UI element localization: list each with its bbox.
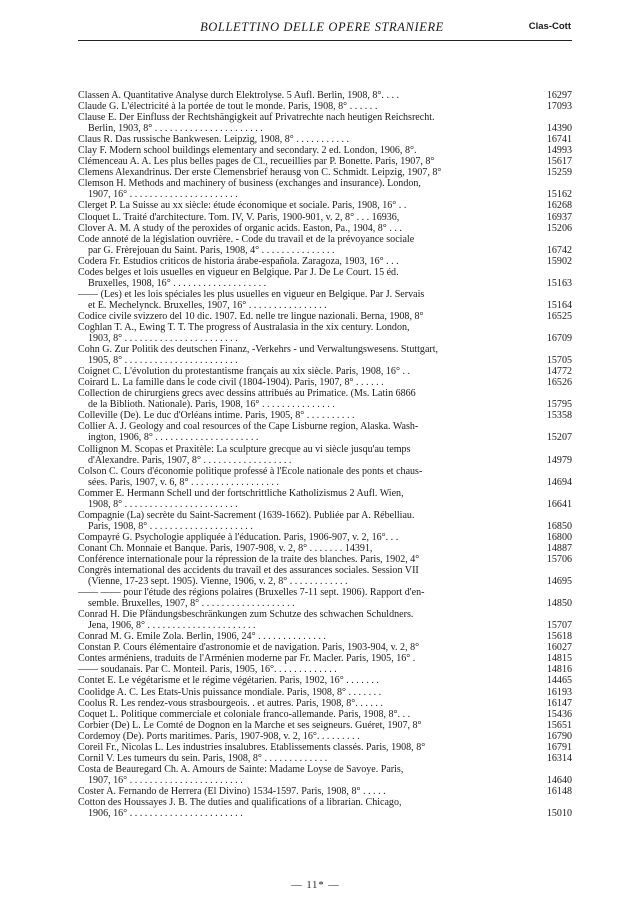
entry-text-line: Compayré G. Psychologie appliquée à l'éducation. Paris, 1906-907, v. 2, 16°. . .: [78, 531, 399, 543]
entry-text-line: sées. Paris, 1907, v. 6, 8° . . . . . . . . . . . . . . . . . .: [88, 476, 279, 488]
catalogue-entry: [78, 653, 572, 664]
entry-text-line: Jena, 1906, 8° . . . . . . . . . . . . . . . . . . . . . .: [88, 620, 256, 632]
entry-number: 16525: [546, 310, 572, 322]
catalogue-entry: [78, 675, 572, 686]
entry-text-line: —— (Les) et les lois spéciales les plus usuelles en vigueur en Belgique. Par J. Servais: [78, 288, 425, 300]
entry-text-line: d'Alexandre. Paris, 1907, 8° . . . . . . . . . . . . . . . . . .: [88, 454, 292, 466]
catalogue-entry: [78, 797, 572, 819]
entry-number: 16526: [546, 377, 572, 389]
catalogue-entry: [78, 543, 572, 554]
catalogue-entry: [78, 554, 572, 565]
entry-text-line: Collignon M. Scopas et Praxitèle: La sculpture grecque au vi siècle jusqu'au temps: [78, 443, 411, 455]
entry-text-line: Congrès international des accidents du travail et des assurances sociales. Session VII: [78, 565, 419, 577]
catalogue-entry: [78, 200, 572, 211]
catalogue-entry: [78, 466, 572, 488]
entry-text-line: Cordemoy (De). Ports maritimes. Paris, 1907-908, v. 2, 16°. . . . . . . . .: [78, 730, 360, 742]
alphabetical-range: Clas-Cott: [528, 21, 571, 32]
entry-text-line: Clover A. M. A study of the peroxides of organic acids. Easton, Pa., 1904, 8° . . .: [78, 222, 402, 234]
entry-text-line: Claude G. L'électricité à la portée de tout le monde. Paris, 1908, 8° . . . . . .: [78, 101, 378, 113]
entry-text-line: Coirard L. La famille dans le code civil (1804-1904). Paris, 1907, 8° . . . . . .: [78, 377, 384, 389]
entry-text-line: de la Biblioth. Nationale). Paris, 1908, 16° . . . . . . . . . . . . . . .: [88, 399, 335, 411]
catalogue-entry: [78, 410, 572, 421]
bulletin-title: BOLLETTINO DELLE OPERE STRANIERE: [200, 20, 444, 34]
entry-number: 15705: [546, 355, 572, 367]
catalogue-entry: [78, 256, 572, 267]
entry-number: 15164: [546, 299, 572, 311]
entry-number: 16937: [546, 211, 572, 223]
catalogue-entry: [78, 532, 572, 543]
entry-text-line: ington, 1906, 8° . . . . . . . . . . . . . . . . . . . . .: [88, 432, 259, 444]
entry-text-line: Clémenceau A. A. Les plus belles pages de Cl., recueillies par P. Bonette. Paris, 1907, 8°: [78, 156, 435, 168]
catalogue-entry: [78, 742, 572, 753]
catalogue-entry: [78, 664, 572, 675]
entry-text-line: Collier A. J. Geology and coal resources of the Cape Lisburne region, Alaska. Wash-: [78, 421, 419, 433]
entry-text-line: Coreil Fr., Nicolas L. Les industries insalubres. Etablissements classés. Paris, 1908, 8°: [78, 741, 426, 753]
catalogue-entry: [78, 322, 572, 344]
entry-text-line: Claus R. Das russische Bankwesen. Leipzig, 1908, 8° . . . . . . . . . . .: [78, 134, 350, 146]
entry-number: 16268: [546, 200, 572, 212]
entry-text-line: Berlin, 1903, 8° . . . . . . . . . . . . . . . . . . . . . .: [88, 123, 263, 135]
catalogue-entry: [78, 377, 572, 388]
entry-text-line: Bruxelles, 1908, 16° . . . . . . . . . . . . . . . . . . .: [88, 277, 267, 289]
catalogue-entry: [78, 167, 572, 178]
entry-number: 16148: [546, 785, 572, 797]
entry-text-line: 1905, 8° . . . . . . . . . . . . . . . . . . . . . . .: [88, 355, 238, 367]
catalogue-entry: [78, 565, 572, 587]
entry-number: 14390: [546, 123, 572, 135]
entry-number: 16800: [546, 531, 572, 543]
entry-number: 15617: [546, 156, 572, 168]
catalogue-entry: [78, 698, 572, 709]
catalogue-entry: [78, 178, 572, 200]
entry-text-line: Cotton des Houssayes J. B. The duties and qualifications of a librarian. Chicago,: [78, 797, 402, 808]
catalogue-entry: [78, 642, 572, 653]
entry-number: 16193: [546, 686, 572, 698]
catalogue-entry: [78, 421, 572, 443]
entry-text-line: Cornil V. Les tumeurs du sein. Paris, 1908, 8° . . . . . . . . . . . . .: [78, 752, 328, 764]
entry-text-line: (Vienne, 17-23 sept. 1905). Vienne, 1906, v. 2, 8° . . . . . . . . . . . .: [88, 576, 348, 588]
entry-list: [78, 90, 572, 819]
entry-number: 15163: [546, 277, 572, 289]
entry-number: 14816: [546, 664, 572, 676]
entry-text-line: Costa de Beauregard Ch. A. Amours de Sainte: Madame Loyse de Savoye. Paris,: [78, 763, 404, 775]
catalogue-entry: [78, 753, 572, 764]
entry-text-line: par G. Frèrejouan du Saint. Paris, 1908, 4° . . . . . . . . . . . . . . .: [88, 244, 335, 256]
entry-number: 14887: [546, 542, 572, 554]
entry-text-line: Conant Ch. Monnaie et Banque. Paris, 1907-908, v. 2, 8° . . . . . . . 14391,: [78, 542, 373, 554]
entry-number: 14815: [546, 653, 572, 665]
entry-text-line: Clay F. Modern school buildings elementary and secondary. 2 ed. London, 1906, 8°.: [78, 145, 417, 157]
entry-text-line: Conférence internationale pour la répression de la traite des blanches. Paris, 1902, 4°: [78, 553, 420, 565]
entry-text-line: Coster A. Fernando de Herrera (El Divino) 1534-1597. Paris, 1908, 8° . . . . .: [78, 785, 386, 797]
entry-text-line: Coolidge A. C. Les États-Unis puissance mondiale. Paris, 1908, 8° . . . . . . .: [78, 686, 382, 698]
catalogue-entry: [78, 212, 572, 223]
entry-text-line: Clemson H. Methods and machinery of business (exchanges and insurance). London,: [78, 178, 421, 190]
catalogue-entry: [78, 587, 572, 609]
catalogue-entry: [78, 234, 572, 256]
catalogue-entry: [78, 223, 572, 234]
entry-text-line: Code annoté de la législation ouvrière. - Code du travail et de la prévoyance sociale: [78, 233, 415, 245]
entry-text-line: Colson C. Cours d'économie politique professé à l'École nationale des ponts et chaus-: [78, 465, 423, 477]
catalogue-entry: [78, 687, 572, 698]
entry-number: 16641: [546, 498, 572, 510]
entry-text-line: 1907, 16° . . . . . . . . . . . . . . . . . . . . . . .: [88, 774, 243, 786]
catalogue-entry: [78, 289, 572, 311]
entry-number: 15651: [546, 719, 572, 731]
entry-text-line: Codes belges et lois usuelles en vigueur en Belgique. Par J. De Le Court. 15 éd.: [78, 266, 399, 278]
catalogue-entry: [78, 488, 572, 510]
entry-number: 15795: [546, 399, 572, 411]
entry-number: 16790: [546, 730, 572, 742]
entry-number: 15162: [546, 189, 572, 201]
entry-number: 16850: [546, 520, 572, 532]
entry-text-line: Cloquet L. Traité d'architecture. Tom. IV, V. Paris, 1900-901, v. 2, 8° . . . 16936,: [78, 211, 400, 223]
entry-number: 15707: [546, 620, 572, 632]
entry-text-line: Constan P. Cours élémentaire d'astronomie et de navigation. Paris, 1903-904, v. 2, 8°: [78, 642, 420, 654]
entry-text-line: Codera Fr. Estudios criticos de historia árabe-española. Zaragoza, 1903, 16° . . .: [78, 255, 399, 267]
entry-number: 15902: [546, 255, 572, 267]
entry-number: 14640: [546, 774, 572, 786]
entry-number: 15618: [546, 631, 572, 643]
catalogue-entry: [78, 156, 572, 167]
entry-text-line: et E. Mechelynck. Bruxelles, 1907, 16° . . . . . . . . . . . . . . . .: [88, 299, 327, 311]
entry-text-line: Contes arméniens, traduits de l'Arménien moderne par Fr. Macler. Paris, 1905, 16° .: [78, 653, 416, 665]
entry-number: 15706: [546, 553, 572, 565]
entry-number: 14695: [546, 576, 572, 588]
entry-text-line: Codice civile svizzero del 10 dic. 1907. Ed. nelle tre lingue nazionali. Berna, 1908, 8°: [78, 310, 424, 322]
entry-number: 16027: [546, 642, 572, 654]
entry-text-line: Compagnie (La) secrète du Saint-Sacrement (1639-1662). Publiée par A. Rébelliau.: [78, 509, 415, 521]
catalogue-entry: [78, 786, 572, 797]
entry-text-line: 1908, 8° . . . . . . . . . . . . . . . . . . . . . . .: [88, 498, 238, 510]
entry-number: 14772: [546, 366, 572, 378]
entry-text-line: Cohn G. Zur Politik des deutschen Finanz, -Verkehrs - und Verwaltungswesens. Stuttgart,: [78, 344, 439, 356]
entry-number: 15206: [546, 222, 572, 234]
entry-text-line: Classen A. Quantitative Analyse durch Elektrolyse. 5 Aufl. Berlin, 1908, 8°. . . .: [78, 90, 400, 101]
entry-text-line: —— soudanais. Par C. Monteil. Paris, 1905, 16°. . . . . . . . . . . . .: [78, 664, 337, 676]
entry-text-line: Conrad M. G. Emile Zola. Berlin, 1906, 24° . . . . . . . . . . . . . .: [78, 631, 326, 643]
entry-number: 16791: [546, 741, 572, 753]
entry-text-line: —— —— pour l'étude des régions polaires (Bruxelles 7-11 sept. 1906). Rapport d'en-: [78, 587, 425, 599]
catalogue-entry: [78, 631, 572, 642]
catalogue-entry: [78, 720, 572, 731]
entry-text-line: Clemens Alexandrinus. Der erste Clemensbrief herausg von C. Schmidt. Leipzig, 1907, 8°: [78, 167, 442, 179]
entry-text-line: Colleville (De). Le duc d'Orléans intime. Paris, 1905, 8° . . . . . . . . . .: [78, 410, 355, 422]
catalogue-entry: [78, 731, 572, 742]
entry-number: 17093: [546, 101, 572, 113]
entry-number: 16741: [546, 134, 572, 146]
catalogue-entry: [78, 311, 572, 322]
catalogue-entry: [78, 145, 572, 156]
entry-number: 16147: [546, 697, 572, 709]
catalogue-entry: [78, 764, 572, 786]
entry-number: 14993: [546, 145, 572, 157]
catalogue-entry: [78, 112, 572, 134]
entry-number: 15436: [546, 708, 572, 720]
entry-text-line: 1906, 16° . . . . . . . . . . . . . . . . . . . . . . .: [88, 808, 243, 820]
entry-text-line: Coolus R. Les rendez-vous strasbourgeois. . et autres. Paris, 1908, 8°. . . . . .: [78, 697, 383, 709]
entry-text-line: Clerget P. La Suisse au xx siècle: étude économique et sociale. Paris, 1908, 16° . .: [78, 200, 407, 212]
catalogue-entry: [78, 388, 572, 410]
entry-text-line: Coignet C. L'évolution du protestantisme français au xix siècle. Paris, 1908, 16° . .: [78, 366, 411, 378]
entry-text-line: 1907, 16° . . . . . . . . . . . . . . . . . . . . . .: [88, 189, 238, 201]
entry-text-line: semble. Bruxelles, 1907, 8° . . . . . . . . . . . . . . . . . . .: [88, 598, 295, 610]
entry-number: 14694: [546, 476, 572, 488]
catalogue-entry: [78, 366, 572, 377]
catalogue-entry: [78, 709, 572, 720]
entry-number: 16314: [546, 752, 572, 764]
entry-text-line: Commer E. Hermann Schell und der fortschrittliche Katholizismus 2 Aufl. Wien,: [78, 487, 404, 499]
entry-number: 15259: [546, 167, 572, 179]
entry-text-line: 1903, 8° . . . . . . . . . . . . . . . . . . . . . . .: [88, 333, 238, 345]
entry-number: 16297: [546, 89, 572, 101]
entry-text-line: Paris, 1908, 8° . . . . . . . . . . . . . . . . . . . . .: [88, 520, 253, 532]
catalogue-entry: [78, 344, 572, 366]
running-header: [78, 20, 571, 40]
entry-number: 15207: [546, 432, 572, 444]
entry-number: 14465: [546, 675, 572, 687]
entry-text-line: Coghlan T. A., Ewing T. T. The progress of Australasia in the xix century. London,: [78, 321, 410, 333]
entry-number: 14850: [546, 598, 572, 610]
entry-text-line: Conrad H. Die Pfändungsbeschränkungen zum Schutze des schwachen Schuldners.: [78, 609, 414, 621]
catalogue-entry: [78, 267, 572, 289]
catalogue-entry: [78, 609, 572, 631]
entry-text-line: Clause E. Der Einfluss der Rechtshängigkeit auf Privatrechte nach heutigen Reichsrecht.: [78, 112, 435, 124]
entry-text-line: Corbier (De) L. Le Comté de Dognon en la Marche et ses seigneurs. Guéret, 1907, 8°: [78, 719, 422, 731]
entry-number: 16709: [546, 333, 572, 345]
catalogue-entry: [78, 444, 572, 466]
entry-text-line: Coquet L. Politique commerciale et coloniale franco-allemande. Paris, 1908, 8°. . .: [78, 708, 411, 720]
header-rule: [78, 40, 572, 41]
catalogue-entry: [78, 510, 572, 532]
catalogue-entry: [78, 101, 572, 112]
entry-number: 14979: [546, 454, 572, 466]
catalogue-entry: [78, 134, 572, 145]
catalogue-entry: [78, 90, 572, 101]
entry-number: 16742: [546, 244, 572, 256]
entry-number: 15010: [546, 808, 572, 820]
entry-text-line: Collection de chirurgiens grecs avec dessins attribués au Primatice. (Ms. Latin 6866: [78, 388, 416, 400]
page-number: — 11* —: [291, 880, 340, 891]
entry-number: 15358: [546, 410, 572, 422]
entry-text-line: Contet E. Le végétarisme et le régime végétarien. Paris, 1902, 16° . . . . . . .: [78, 675, 379, 687]
